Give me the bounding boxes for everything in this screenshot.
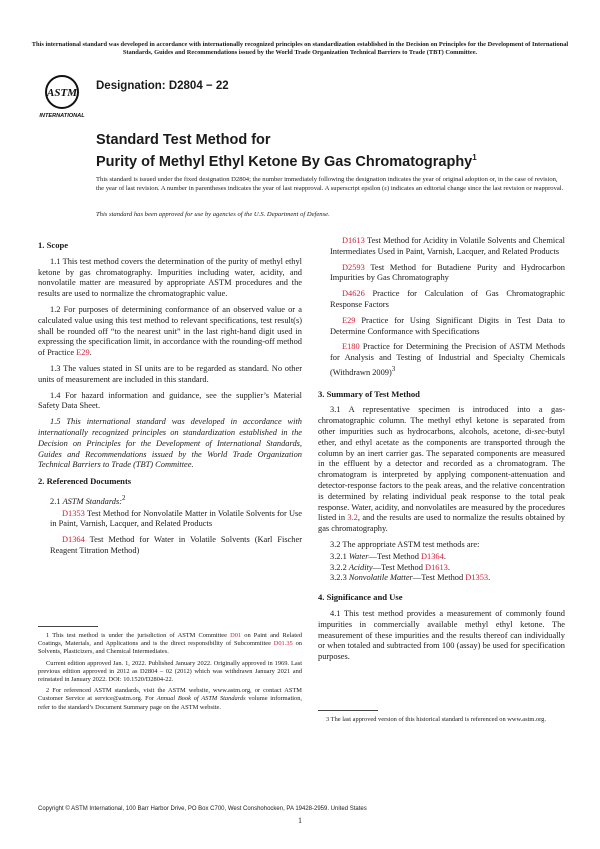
ref-item [318,236,565,258]
ref-code-link[interactable]: D4626 [342,289,365,299]
footnote-1-b: on Paint and Related Coatings, Materials, and Applications and is the direct responsibility of Subcommittee [38,632,302,648]
item-name: Acidity [348,562,373,572]
para-3-1 [318,405,565,535]
test-method-item [330,573,565,584]
test-method-list [318,552,565,584]
ref-item [318,289,565,311]
ref-title: Practice for Determining the Precision of ASTM Methods for Analysis and Testing of Industrial and Specialty Chemicals [330,342,565,363]
section-significance-heading: 4. Significance and Use [318,592,403,603]
document-title [96,132,566,171]
para-3-1-italic: sec [534,426,545,436]
designation: Designation: D2804 − 22 [96,80,229,92]
footnote-1-a: 1 This test method is under the jurisdiction of ASTM Committee [46,632,231,639]
footnote-1 [38,632,302,657]
ref-item [38,509,302,531]
section-referenced-docs-heading: 2. Referenced Documents [38,476,132,487]
footnote-2-b: volume information, refer to the standard’s Document Summary page on the ASTM website. [38,695,303,711]
item-code-link[interactable]: D1353 [465,573,489,583]
footnotes-left [38,632,302,715]
footnote-2 [38,687,302,712]
para-4-1: 4.1 This test method provides a measurement of commonly found impurities in commercially available methyl ethyl ketone. The measurement of these impurities and the results thereof can individually or when totaled and subtracted from 100 (assay) be used for specification purposes. [318,608,565,662]
ref-code-link[interactable]: D1613 [342,236,365,245]
para-1-4: 1.4 For hazard information and guidance, see the supplier’s Material Safety Data Sheet. [38,390,302,411]
footnote-2-italic: Annual Book of ASTM Standards [156,695,246,703]
issuance-note: This standard is issued under the fixed designation D2804; the number immediately following the designation indicates the year of original adoption or, in the case of revision, the year of last revision. A number in parentheses indicates the year of last reapproval. A superscript epsilon (ε) indicates an editorial change since the last revision or reapproval. [96,176,564,192]
footnote-ref-2[interactable]: 2 [122,493,126,502]
para-1-5: 1.5 This international standard was developed in accordance with internationally recognized principles on standardization established in the Decision on Principles for the Development of International Standards, Guides and Recommendations issued by the World Trade Organization Technical Barriers to Trade (TBT) Committee. [38,417,302,470]
ref-code-link[interactable]: D1353 [62,508,85,518]
para-1-2-end: . [89,348,92,358]
item-name: Water [348,551,369,561]
para-1-1: 1.1 This test method covers the determination of the purity of methyl ethyl ketone by gas chromatography. Impurities including water, acidity, and nonvolatile matter are measured by appropriate ASTM procedures and the results are used to normalize the chromatographic value. [38,256,302,299]
item-code-link[interactable]: D1613 [425,562,448,572]
footnote-2-a: 2 For referenced ASTM standards, visit the ASTM website, www.astm.org, or contact ASTM Customer Service at service@astm.org. For [38,687,302,703]
ref-title: Practice for Calculation of Gas Chromatographic Response Factors [330,289,565,309]
ref-item [318,263,565,285]
ref-code-link[interactable]: D2593 [342,262,365,272]
link-d01-35[interactable]: D01.35 [273,640,293,648]
footnote-ref-3[interactable]: 3 [391,364,396,373]
ref-item [318,316,565,338]
title-footnote-ref[interactable]: 1 [472,153,477,162]
footnote-1-c: on Solvents, Plasticizers, and Chemical Intermediates. [38,640,302,656]
ref-title: Practice for Using Significant Digits in Test Data to Determine Conformance with Specifications [330,315,565,336]
link-d01[interactable]: D01 [230,632,242,639]
item-end: . [443,551,446,561]
ref-code-link[interactable]: E180 [342,342,360,352]
test-method-item [330,563,565,574]
para-3-1-c: , and the results are used to normalize the results obtained by gas chromatography. [318,513,565,534]
dod-approval-note: This standard has been approved for use by agencies of the U.S. Department of Defense. [96,211,330,218]
title-line-2 [96,149,566,171]
left-column [38,236,302,562]
ref-item [38,535,302,557]
astm-logo-icon [38,72,86,120]
item-mid: —Test Method [372,562,426,572]
ref-title: Test Method for Acidity in Volatile Solvents and Chemical Intermediates Used in Paint, Varnish, Lacquer, and Related Products [330,236,565,256]
ref-list-left [38,509,302,557]
item-end: . [488,573,491,583]
footnote-rule-left [38,626,98,627]
ref-code-link[interactable]: E29 [342,315,356,325]
ref-item [318,342,565,378]
footnote-rule-right [318,710,378,711]
para-1-3: 1.3 The values stated in SI units are to be regarded as standard. No other units of measurement are included in this standard. [38,363,302,384]
section-scope-heading: 1. Scope [38,240,69,250]
para-3-2: 3.2 The appropriate ASTM test methods are: [330,539,480,549]
ref-title: Test Method for Butadiene Purity and Hydrocarbon Impurities by Gas Chromatography [330,262,565,283]
title-line-2-text: Purity of Methyl Ethyl Ketone By Gas Chromatography [96,153,473,170]
para-3-1-a: 3.1 A representative specimen is introduced into a gas-chromatographic column. The methyl ethyl ketone is separated from other impurities such as hydrocarbons, alcohols, acetone, di- [318,405,565,436]
logo-text-bottom: INTERNATIONAL [39,113,85,119]
title-line-1: Standard Test Method for [96,132,271,148]
item-mid: —Test Method [412,573,466,583]
item-number: 3.2.3 [330,573,349,583]
page-number: 1 [298,816,302,825]
link-e29[interactable]: E29 [76,348,90,358]
tbt-notice: This international standard was developed in accordance with internationally recognized principles on standardization established in the Decision on Principles for the Development of International Standards, Guides and Recommendations issued by the World Trade Organization Technical Barriers to Trade (TBT) Committee. [31,41,569,56]
para-3-1-b: -butyl ether, and ethyl acetate as the components are transported through the column by an inert carrier gas. The separated components are measured in the effluent by a detector and recorded as a chromatogram. The chromatogram is interpreted by applying component-attenuation and detector-response factors to the peak areas, and the relative concentration is determined by relating individual peak response to the total peak response. Water, acidity, and nonvolatiles are measured by the procedures listed in [318,426,565,523]
item-code-link[interactable]: D1364 [421,551,444,561]
item-mid: —Test Method [368,551,421,561]
footnote-3: 3 The last approved version of this historical standard is referenced on www.astm.org. [326,716,546,723]
ref-code-link[interactable]: D1364 [62,535,85,545]
item-number: 3.2.1 [330,551,349,561]
ref-withdrawn-note: (Withdrawn 2009) [330,367,392,377]
para-1-2-text: 1.2 For purposes of determining conformance of an observed value or a calculated value using this test method to relevant specifications, test result(s) shall be rounded off “to the nearest unit” in the last right-hand digit used in expressing the specification limit, in accordance with the rounding-off method of Practice [38,304,302,358]
item-name: Nonvolatile Matter [348,573,413,583]
ref-list-right [318,236,565,379]
astm-standards-subhead: 2.1 ASTM Standards:$^2$ [50,493,126,506]
para-1-2 [38,305,302,359]
item-end: . [447,562,450,572]
astm-standards-label: ASTM Standards: [62,496,123,506]
ref-title: Test Method for Nonvolatile Matter in Volatile Solvents for Use in Paint, Varnish, Lacquer, and Related Products [50,508,302,529]
footnotes-right [318,716,565,727]
logo-text-top: ASTM [47,87,77,99]
ref-title: Test Method for Water in Volatile Solvents (Karl Fischer Reagent Titration Method) [50,535,302,555]
link-3-2[interactable]: 3.2 [347,513,358,523]
test-method-item [330,552,565,563]
footnote-1-edition: Current edition approved Jan. 1, 2022. Published January 2022. Originally approved in 1969. Last previous edition approved in 2012 as D2804 – 02 (2012) which was withdrawn January 2021 and reinstated in January 2022. DOI: 10.1520/D2804-22. [38,659,302,684]
section-summary-heading: 3. Summary of Test Method [318,388,420,399]
copyright: Copyright © ASTM International, 100 Barr Harbor Drive, PO Box C700, West Conshohocken, PA 19428-2959. United States [38,806,367,812]
item-number: 3.2.2 [330,562,349,572]
right-column [318,236,565,668]
